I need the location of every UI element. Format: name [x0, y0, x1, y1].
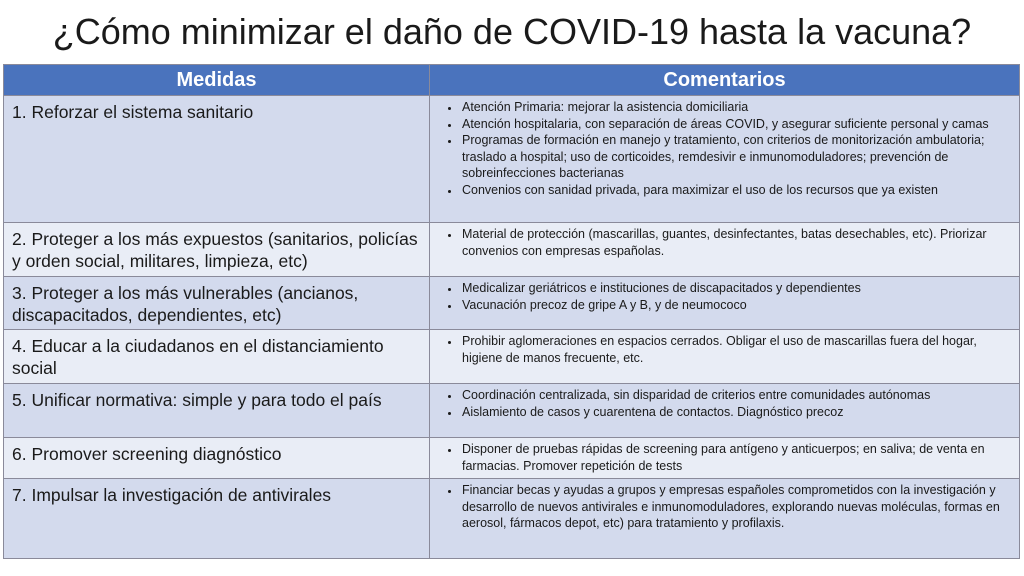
table-row — [4, 384, 1020, 438]
comentarios-cell — [430, 330, 1020, 384]
list-item: • Atención Primaria: mejorar la asistencia domiciliaria — [460, 99, 1013, 116]
table-row — [4, 438, 1020, 479]
comentarios-list — [436, 226, 1013, 259]
header-medidas: Medidas — [4, 65, 430, 96]
comentarios-cell — [430, 438, 1020, 479]
medida-cell: 1. Reforzar el sistema sanitario — [4, 96, 430, 223]
list-item: • Prohibir aglomeraciones en espacios cerrados. Obligar el uso de mascarillas fuera del hogar, higiene de manos frecuente, etc. — [460, 333, 1013, 366]
comentarios-list — [436, 280, 1013, 313]
list-item: • Convenios con sanidad privada, para maximizar el uso de los recursos que ya existen — [460, 182, 1013, 199]
table-row — [4, 96, 1020, 223]
comentarios-list — [436, 387, 1013, 420]
medida-cell: 2. Proteger a los más expuestos (sanitarios, policías y orden social, militares, limpieza, etc) — [4, 223, 430, 277]
table-row — [4, 330, 1020, 384]
medida-cell: 7. Impulsar la investigación de antivirales — [4, 479, 430, 559]
comentarios-list — [436, 441, 1013, 474]
table-row — [4, 223, 1020, 277]
list-item: • Programas de formación en manejo y tratamiento, con criterios de monitorización ambulatoria; traslado a hospital; uso de corticoides, remdesivir e inmunomoduladores; prevención de sobreinfecciones bacterianas — [460, 132, 1013, 182]
table-header-row — [4, 65, 1020, 96]
medida-cell: 6. Promover screening diagnóstico — [4, 438, 430, 479]
list-item: • Coordinación centralizada, sin disparidad de criterios entre comunidades autónomas — [460, 387, 1013, 404]
table-row — [4, 277, 1020, 330]
list-item: • Material de protección (mascarillas, guantes, desinfectantes, batas desechables, etc). Priorizar convenios con empresas españolas. — [460, 226, 1013, 259]
comentarios-cell — [430, 384, 1020, 438]
comentarios-list — [436, 482, 1013, 532]
comentarios-cell — [430, 223, 1020, 277]
list-item: • Vacunación precoz de gripe A y B, y de neumococo — [460, 297, 1013, 314]
list-item: • Aislamiento de casos y cuarentena de contactos. Diagnóstico precoz — [460, 404, 1013, 421]
comentarios-cell — [430, 277, 1020, 330]
list-item: • Disponer de pruebas rápidas de screening para antígeno y anticuerpos; en saliva; de venta en farmacias. Promover repetición de tests — [460, 441, 1013, 474]
list-item: • Medicalizar geriátricos e instituciones de discapacitados y dependientes — [460, 280, 1013, 297]
list-item: • Atención hospitalaria, con separación de áreas COVID, y asegurar suficiente personal y camas — [460, 116, 1013, 133]
comentarios-cell — [430, 479, 1020, 559]
comentarios-cell — [430, 96, 1020, 223]
medida-cell: 3. Proteger a los más vulnerables (ancianos, discapacitados, dependientes, etc) — [4, 277, 430, 330]
comentarios-list — [436, 333, 1013, 366]
comentarios-list — [436, 99, 1013, 198]
medida-cell: 4. Educar a la ciudadanos en el distanciamiento social — [4, 330, 430, 384]
page-title: ¿Cómo minimizar el daño de COVID-19 hasta la vacuna? — [52, 11, 972, 52]
list-item: • Financiar becas y ayudas a grupos y empresas españoles comprometidos con la investigación y desarrollo de nuevos antivirales e inmunomoduladores, explorando nuevas moléculas, formas en aerosol, fármacos depot, etc) para tratamiento y profilaxis. — [460, 482, 1013, 532]
table-row — [4, 479, 1020, 559]
header-comentarios: Comentarios — [430, 65, 1020, 96]
medida-cell: 5. Unificar normativa: simple y para todo el país — [4, 384, 430, 438]
measures-table — [3, 64, 1020, 559]
